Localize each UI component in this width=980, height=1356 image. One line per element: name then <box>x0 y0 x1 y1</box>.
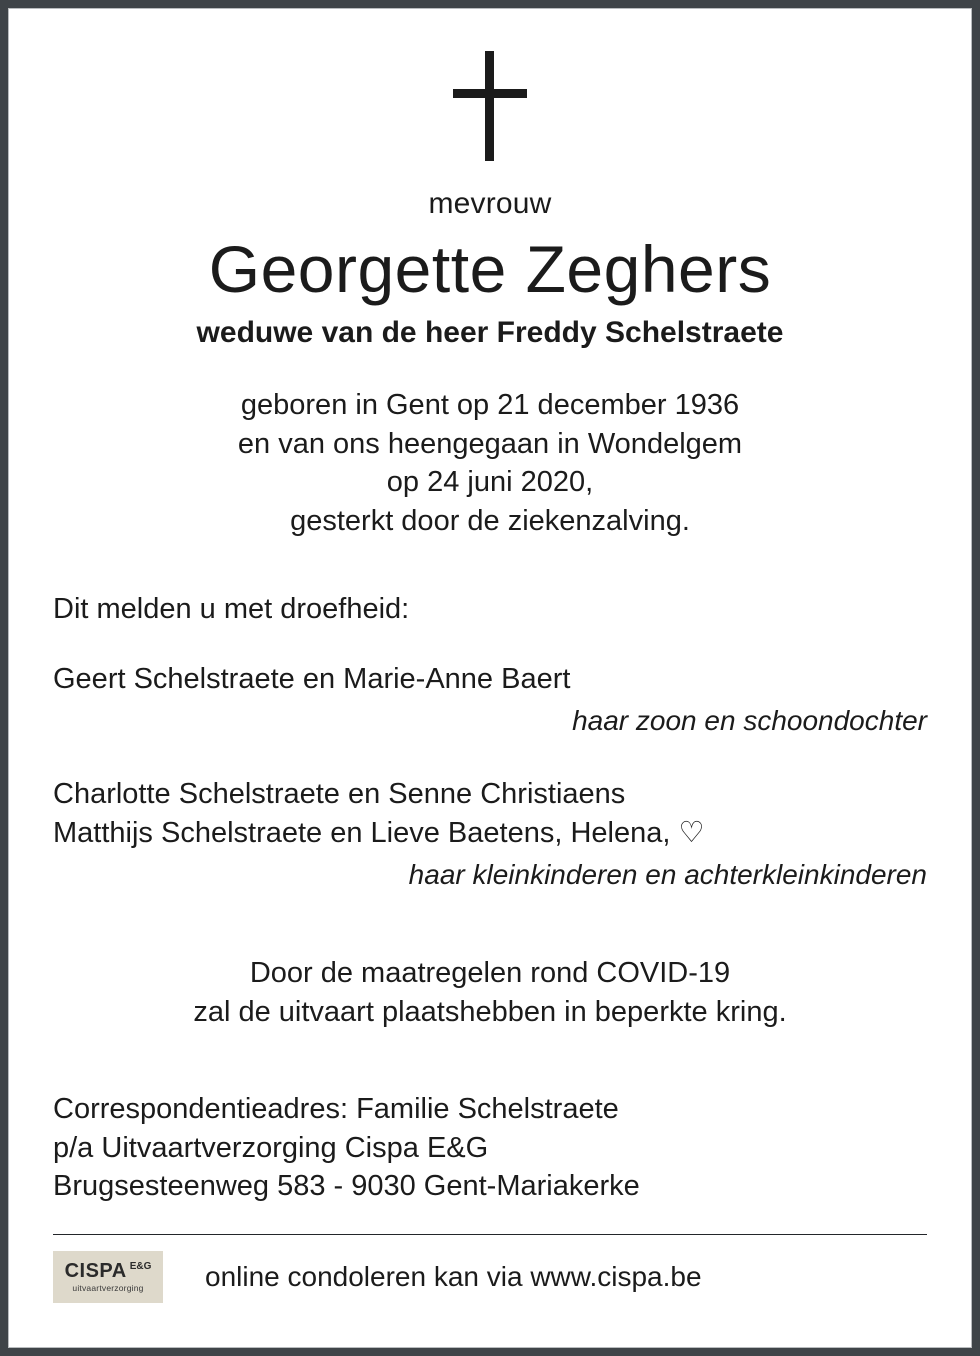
spouse-line: weduwe van de heer Freddy Schelstraete <box>196 316 784 350</box>
family-member: Charlotte Schelstraete en Senne Christiaens <box>53 778 626 811</box>
correspondence-address <box>53 1090 927 1206</box>
logo-main-row <box>65 1261 152 1281</box>
cross-horizontal-bar <box>453 89 527 98</box>
cross-icon <box>453 51 527 161</box>
logo-wordmark: CISPA <box>64 1259 127 1282</box>
family-group-1 <box>53 660 927 740</box>
family-relation: haar kleinkinderen en achterkleinkinderen <box>408 859 927 891</box>
memorial-card <box>8 8 972 1348</box>
family-member: Geert Schelstraete en Marie-Anne Baert <box>53 662 571 695</box>
life-line: en van ons heengegaan in Wondelgem <box>237 427 743 460</box>
life-line: geboren in Gent op 21 december 1936 <box>240 389 740 422</box>
family-member: Matthijs Schelstraete en Lieve Baetens, Helena, ♡ <box>53 816 705 849</box>
correspondence-line: Brugsesteenweg 583 - 9030 Gent-Mariakerke <box>53 1170 640 1203</box>
logo-tagline: uitvaartverzorging <box>72 1282 144 1293</box>
covid-line: zal de uitvaart plaatshebben in beperkte kring. <box>193 995 787 1028</box>
cross-vertical-bar <box>485 51 494 161</box>
covid-notice <box>53 954 927 1032</box>
family-relation: haar zoon en schoondochter <box>572 705 927 737</box>
covid-line: Door de maatregelen rond COVID-19 <box>249 956 731 989</box>
divider <box>53 1234 927 1235</box>
announcement-text: Dit melden u met droefheid: <box>53 592 410 625</box>
salutation: mevrouw <box>428 187 552 220</box>
logo-superscript: E&G <box>129 1260 152 1272</box>
card-inner <box>9 9 971 1347</box>
footer <box>53 1251 927 1303</box>
condolence-text: online condoleren kan via www.cispa.be <box>205 1260 702 1292</box>
deceased-name: Georgette Zeghers <box>208 232 772 306</box>
life-line: op 24 juni 2020, <box>386 466 594 499</box>
correspondence-line: p/a Uitvaartverzorging Cispa E&G <box>53 1131 489 1164</box>
cross-icon-wrapper <box>53 9 927 161</box>
family-group-2 <box>53 775 927 893</box>
correspondence-line: Correspondentieadres: Familie Schelstraete <box>53 1092 619 1125</box>
life-data <box>53 386 927 540</box>
life-line: gesterkt door de ziekenzalving. <box>290 504 690 537</box>
cispa-logo <box>53 1251 163 1303</box>
